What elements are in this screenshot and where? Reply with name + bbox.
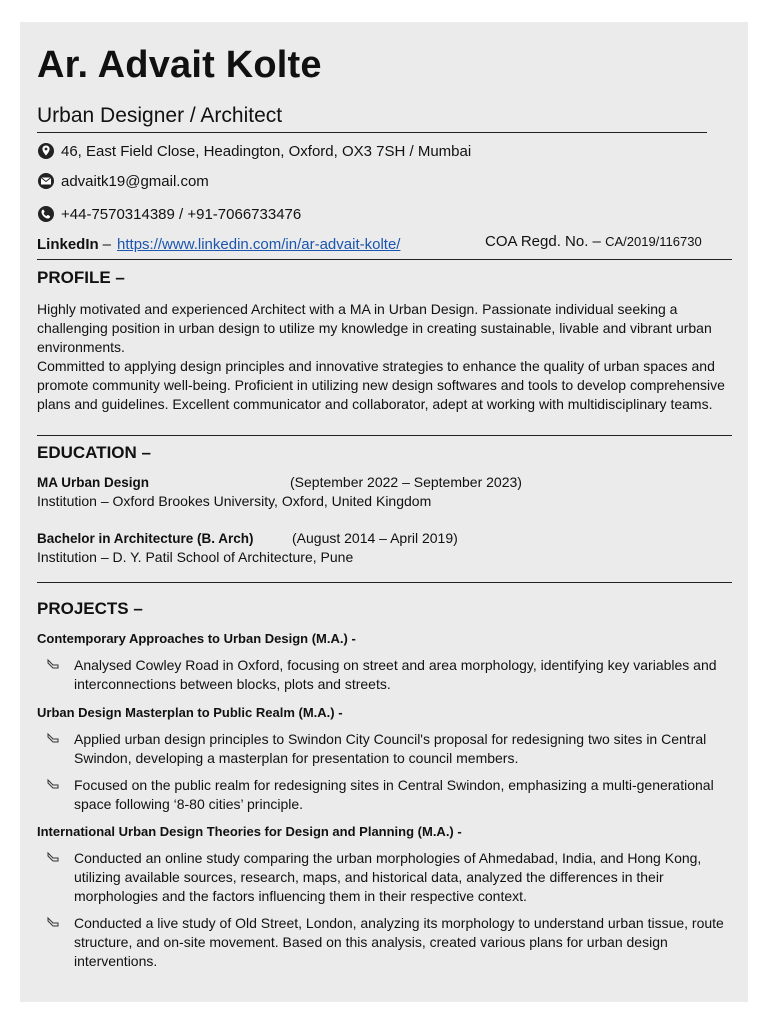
education-institution: Institution – Oxford Brookes University, Oxford, United Kingdom [37, 493, 432, 509]
coa-registration [485, 233, 702, 250]
profile-paragraph-1: Highly motivated and experienced Architect with a MA in Urban Design. Passionate individual seeking a challenging position in urban design to utilize my knowledge in creating sustainable, livable and vibrant urban environments. [37, 301, 712, 355]
education-heading: EDUCATION – [37, 443, 151, 462]
email-text[interactable]: advaitk19@gmail.com [61, 172, 209, 190]
education-degree: MA Urban Design [37, 475, 150, 490]
project-bullet [45, 914, 735, 972]
education-degree: Bachelor in Architecture (B. Arch) [37, 531, 254, 546]
education-institution: Institution – D. Y. Patil School of Architecture, Pune [37, 549, 354, 565]
project-title: International Urban Design Theories for Design and Planning (M.A.) - [37, 824, 462, 839]
project-bullet-text: Focused on the public realm for redesigning sites in Central Swindon, emphasizing a multi-generational space following ‘8-80 cities’ principle. [74, 777, 714, 812]
address-text: 46, East Field Close, Headington, Oxford, OX3 7SH / Mumbai [61, 142, 472, 160]
project-bullet-text: Conducted a live study of Old Street, London, analyzing its morphology to understand urban tissue, route structure, and on-site movement. Based on this analysis, created various plans for urban design interventions. [74, 915, 724, 969]
address-line [37, 142, 471, 160]
title-divider [37, 132, 707, 133]
education-dates: (September 2022 – September 2023) [290, 474, 522, 490]
projects-heading: PROJECTS – [37, 599, 143, 618]
linkedin-label: LinkedIn [37, 236, 99, 253]
profile-paragraph-2: Committed to applying design principles and innovative strategies to enhance the quality of urban spaces and promote community well-being. Proficient in utilizing new design softwares and tools to develop comprehensive plans and guidelines. Excellent communicator and collaborator, adept at working with multidisciplinary teams. [37, 358, 725, 412]
job-title: Urban Designer / Architect [37, 104, 283, 127]
linkedin-separator: – [102, 236, 112, 253]
linkedin-line [37, 236, 400, 253]
project-bullet [45, 849, 735, 907]
phone-text: +44-7570314389 / +91-7066733476 [61, 205, 302, 223]
contact-divider [37, 259, 732, 260]
project-title: Contemporary Approaches to Urban Design (M.A.) - [37, 631, 356, 646]
project-bullet [45, 776, 735, 816]
bullet-arrow-icon [45, 915, 61, 931]
email-line [37, 172, 209, 190]
project-bullet [45, 656, 735, 696]
linkedin-link[interactable]: https://www.linkedin.com/in/ar-advait-kolte/ [117, 236, 401, 253]
project-bullet-text: Conducted an online study comparing the urban morphologies of Ahmedabad, India, and Hong Kong, utilizing available sources, research, maps, and historical data, analyzed the differences in their morphologies and the factors influencing them in their respective context. [74, 850, 702, 904]
education-dates: (August 2014 – April 2019) [292, 530, 458, 546]
coa-label: COA Regd. No. – [485, 233, 601, 250]
education-divider [37, 582, 732, 583]
phone-line [37, 205, 301, 223]
profile-divider [37, 435, 732, 436]
envelope-icon [37, 172, 55, 190]
coa-number: CA/2019/116730 [605, 234, 702, 249]
bullet-arrow-icon [45, 731, 61, 747]
resume-page [20, 22, 748, 1002]
phone-icon [37, 205, 55, 223]
bullet-arrow-icon [45, 850, 61, 866]
candidate-name: Ar. Advait Kolte [37, 44, 322, 86]
bullet-arrow-icon [45, 657, 61, 673]
bullet-arrow-icon [45, 777, 61, 793]
project-bullet-text: Applied urban design principles to Swindon City Council's proposal for redesigning two sites in Central Swindon, developing a masterplan for presentation to council members. [74, 731, 707, 766]
project-bullet-text: Analysed Cowley Road in Oxford, focusing on street and area morphology, identifying key variables and interconnections between blocks, plots and streets. [74, 657, 717, 692]
location-pin-icon [37, 142, 55, 160]
project-bullet [45, 730, 735, 770]
project-title: Urban Design Masterplan to Public Realm (M.A.) - [37, 705, 343, 720]
profile-heading: PROFILE – [37, 268, 125, 287]
